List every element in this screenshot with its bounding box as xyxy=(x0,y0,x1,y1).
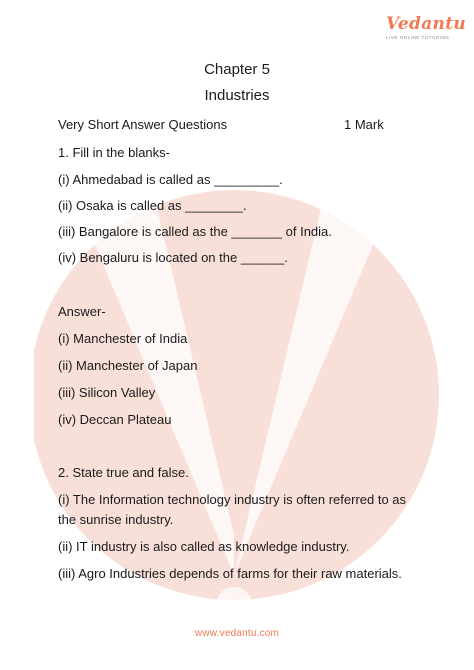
logo-tagline: LIVE ONLINE TUTORING xyxy=(386,35,450,40)
question-1-prompt: 1. Fill in the blanks- xyxy=(58,145,170,160)
marks-label: 1 Mark xyxy=(344,117,384,132)
question-2-item-1-line-2: the sunrise industry. xyxy=(58,512,174,527)
question-2-prompt: 2. State true and false. xyxy=(58,465,189,480)
vedantu-logo xyxy=(386,14,466,54)
answer-label: Answer- xyxy=(58,304,106,319)
section-label: Very Short Answer Questions xyxy=(58,117,228,132)
question-1-item: (i) Ahmedabad is called as _________. xyxy=(58,172,283,187)
question-2-item-3: (iii) Agro Industries depends of farms for their raw materials. xyxy=(58,566,402,581)
question-2-item-1-line-1: (i) The Information technology industry is often referred to as xyxy=(58,492,407,507)
logo-wordmark: Vedantu xyxy=(386,14,467,34)
answer-item: (ii) Manchester of Japan xyxy=(58,358,198,373)
answer-item: (iv) Deccan Plateau xyxy=(58,412,172,427)
answer-item: (i) Manchester of India xyxy=(58,331,188,346)
question-2-item-2: (ii) IT industry is also called as knowledge industry. xyxy=(58,539,350,554)
footer-website-link[interactable]: www.vedantu.com xyxy=(194,628,280,639)
question-1-item: (iv) Bengaluru is located on the ______. xyxy=(58,250,288,265)
answer-item: (iii) Silicon Valley xyxy=(58,385,156,400)
page-title: Industries xyxy=(204,87,270,104)
chapter-heading: Chapter 5 xyxy=(204,61,270,78)
question-1-item: (iii) Bangalore is called as the _______ of India. xyxy=(58,224,332,239)
question-1-item: (ii) Osaka is called as ________. xyxy=(58,198,247,213)
